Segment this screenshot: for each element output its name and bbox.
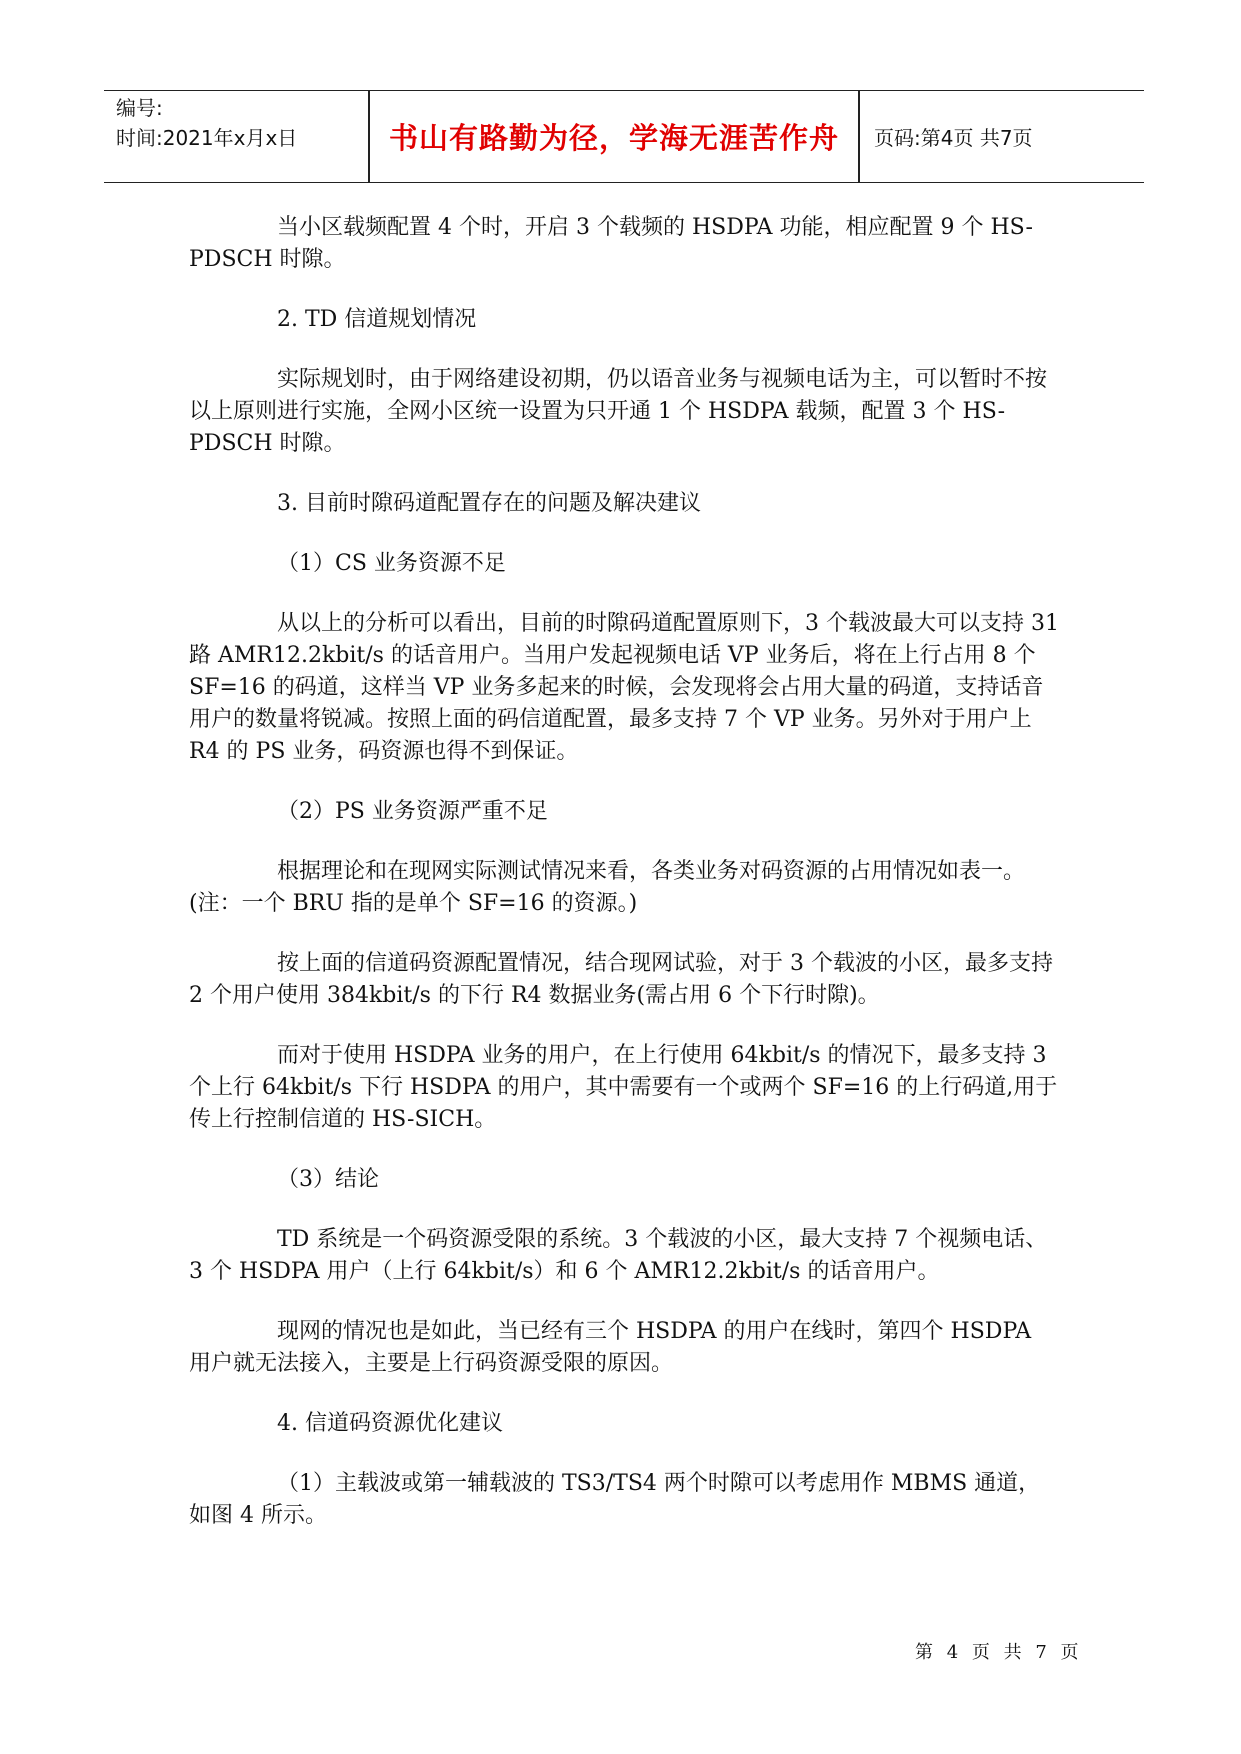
body-paragraph: TD 系统是一个码资源受限的系统。3 个载波的小区，最大支持 7 个视频电话、3 个 HSDPA 用户（上行 64kbit/s）和 6 个 AMR12.2kbit/s 的话音用户。	[189, 1227, 1048, 1284]
section-heading: 2. TD 信道规划情况	[277, 307, 477, 332]
body-paragraph: 根据理论和在现网实际测试情况来看，各类业务对码资源的占用情况如表一。(注：一个 BRU 指的是单个 SF=16 的资源。)	[189, 859, 1026, 916]
section-heading: 4. 信道码资源优化建议	[277, 1411, 503, 1436]
header-page-number: 页码:第4页 共7页	[874, 126, 1033, 150]
body-paragraph: 当小区载频配置 4 个时，开启 3 个载频的 HSDPA 功能，相应配置 9 个 HS-PDSCH 时隙。	[189, 215, 1033, 272]
body-paragraph: 按上面的信道码资源配置情况，结合现网试验，对于 3 个载波的小区，最多支持 2 个用户使用 384kbit/s 的下行 R4 数据业务(需占用 6 个下行时隙)。	[189, 951, 1053, 1008]
body-paragraph: 从以上的分析可以看出，目前的时隙码道配置原则下，3 个载波最大可以支持 31 路 AMR12.2kbit/s 的话音用户。当用户发起视频电话 VP 业务后，将在上行占用 8 个 SF=16 的码道，这样当 VP 业务多起来的时候，会发现将会占用大量的码道，支持话音用户的数量将锐减。按照上面的码信道配置，最多支持 7 个 VP 业务。另外对于用户上 R4 的 PS 业务，码资源也得不到保证。	[189, 611, 1059, 764]
header-motto: 书山有路勤为径，学海无涯苦作舟	[388, 121, 839, 155]
header-divider	[858, 91, 860, 182]
section-heading: 3. 目前时隙码道配置存在的问题及解决建议	[277, 491, 701, 516]
page-footer: 第 4 页 共 7 页	[915, 1642, 1080, 1663]
subsection-heading: （3）结论	[277, 1167, 379, 1192]
page-header	[104, 90, 1144, 183]
body-paragraph: 而对于使用 HSDPA 业务的用户，在上行使用 64kbit/s 的情况下，最多支持 3 个上行 64kbit/s 下行 HSDPA 的用户，其中需要有一个或两个 SF=16 的上行码道,用于传上行控制信道的 HS-SICH。	[189, 1043, 1058, 1132]
document-body	[189, 212, 1059, 1560]
header-meta	[116, 93, 364, 153]
body-paragraph: 现网的情况也是如此，当已经有三个 HSDPA 的用户在线时，第四个 HSDPA 用户就无法接入，主要是上行码资源受限的原因。	[189, 1319, 1032, 1376]
subsection-heading: （2）PS 业务资源严重不足	[277, 799, 548, 824]
document-time-label: 时间:2021年x月x日	[116, 126, 298, 150]
body-paragraph: 实际规划时，由于网络建设初期，仍以语音业务与视频电话为主，可以暂时不按以上原则进行实施，全网小区统一设置为只开通 1 个 HSDPA 载频，配置 3 个 HS-PDSCH 时隙。	[189, 367, 1048, 456]
document-number-label: 编号:	[116, 96, 163, 120]
subsection-heading: （1）CS 业务资源不足	[277, 551, 506, 576]
body-paragraph: （1）主载波或第一辅载波的 TS3/TS4 两个时隙可以考虑用作 MBMS 通道，如图 4 所示。	[189, 1471, 1041, 1528]
